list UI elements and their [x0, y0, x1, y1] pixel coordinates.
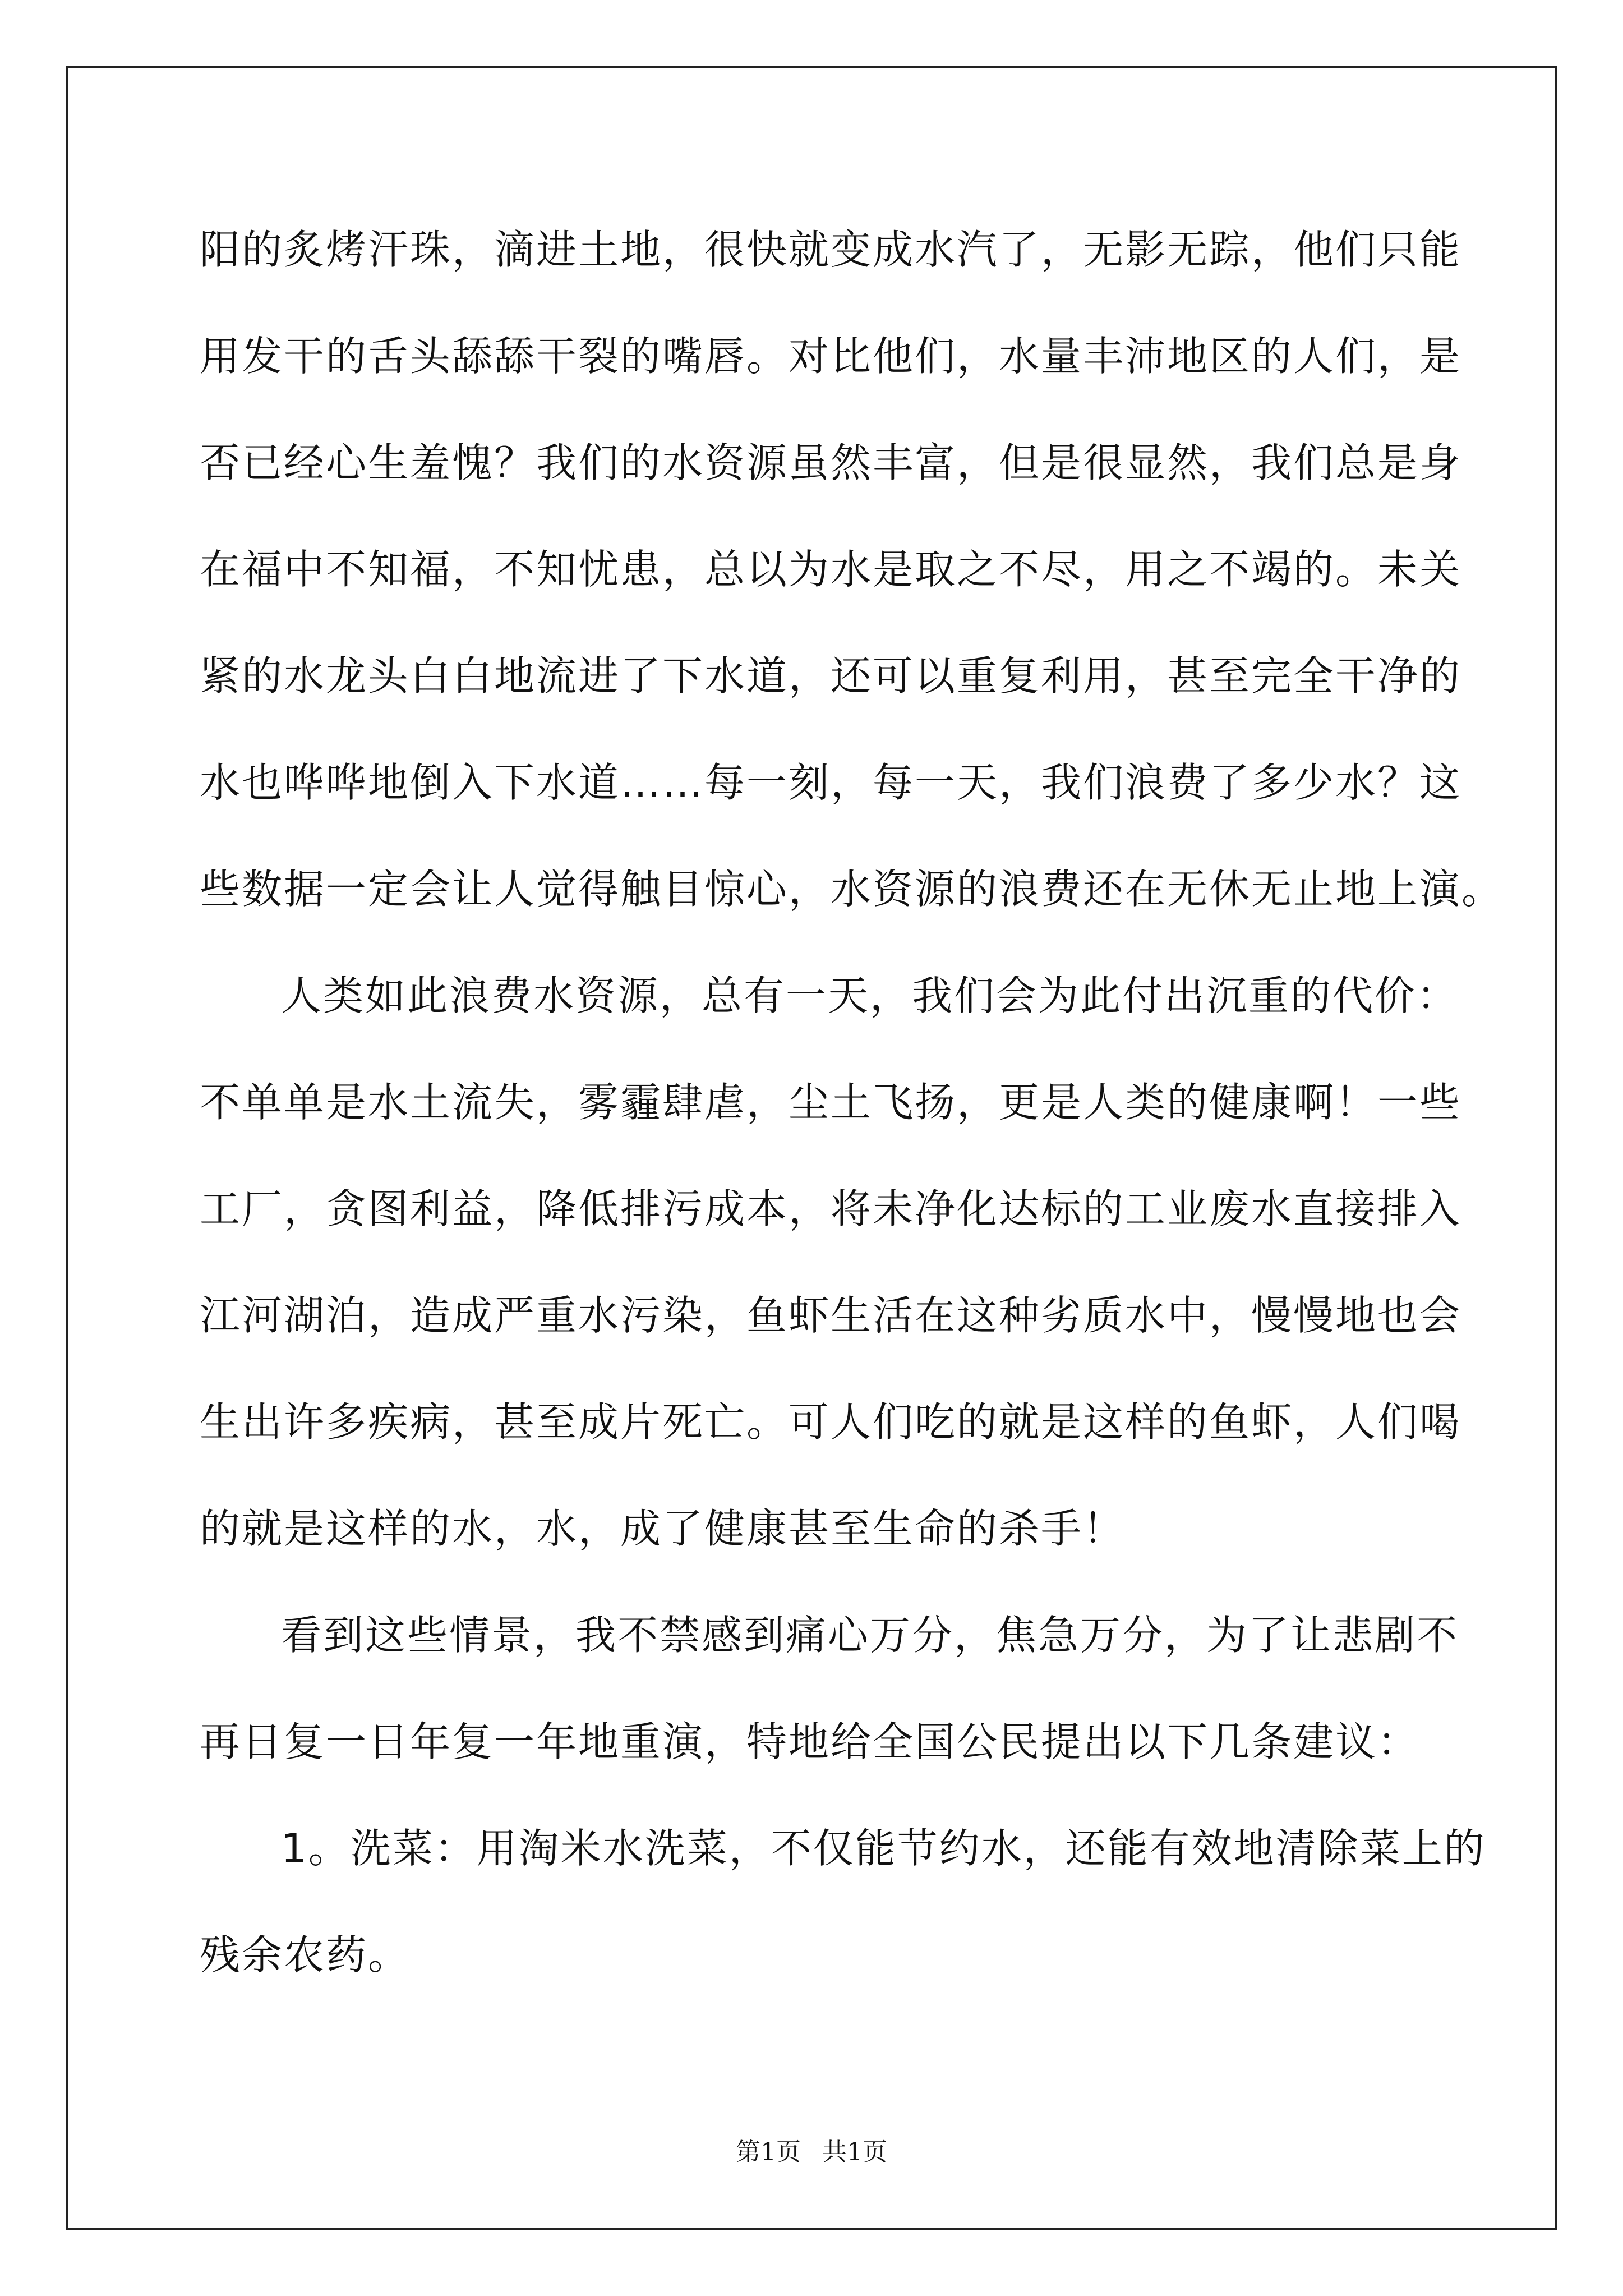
text-line: 在福中不知福，不知忧患，总以为水是取之不尽，用之不竭的。未关	[200, 546, 1462, 593]
text-line: 阳的炙烤汗珠，滴进土地，很快就变成水汽了，无影无踪，他们只能	[200, 226, 1462, 273]
paragraph-first-line: 人类如此浪费水资源，总有一天，我们会为此付出沉重的代价：	[281, 972, 1459, 1019]
text-line: 水也哗哗地倒入下水道……每一刻，每一天，我们浪费了多少水？这	[200, 759, 1462, 806]
text-line: 否已经心生羞愧？我们的水资源虽然丰富，但是很显然，我们总是身	[200, 439, 1462, 486]
text-line: 紧的水龙头白白地流进了下水道，还可以重复利用，甚至完全干净的	[200, 652, 1462, 700]
page-number-current: 第1页	[736, 2138, 801, 2166]
page-border	[66, 66, 1557, 2230]
text-line: 再日复一日年复一年地重演，特地给全国公民提出以下几条建议：	[200, 1718, 1420, 1765]
text-line: 不单单是水土流失，雾霾肆虐，尘土飞扬，更是人类的健康啊！一些	[200, 1079, 1462, 1126]
page-footer	[0, 2132, 1623, 2168]
paragraph-first-line: 1。洗菜：用淘米水洗菜，不仅能节约水，还能有效地清除菜上的	[281, 1825, 1486, 1872]
text-line: 的就是这样的水，水，成了健康甚至生命的杀手！	[200, 1505, 1126, 1552]
text-line: 用发干的舌头舔舔干裂的嘴唇。对比他们，水量丰沛地区的人们，是	[200, 333, 1462, 380]
text-line: 工厂，贪图利益，降低排污成本，将未净化达标的工业废水直接排入	[200, 1185, 1462, 1232]
text-line: 残余农药。	[200, 1931, 411, 1978]
page-number-total: 共1页	[822, 2138, 887, 2166]
text-line: 生出许多疾病，甚至成片死亡。可人们吃的就是这样的鱼虾，人们喝	[200, 1398, 1462, 1446]
paragraph-first-line: 看到这些情景，我不禁感到痛心万分，焦急万分，为了让悲剧不	[281, 1612, 1459, 1659]
text-line: 些数据一定会让人觉得触目惊心，水资源的浪费还在无休无止地上演。	[200, 866, 1504, 913]
text-line: 江河湖泊，造成严重水污染，鱼虾生活在这种劣质水中，慢慢地也会	[200, 1292, 1462, 1339]
